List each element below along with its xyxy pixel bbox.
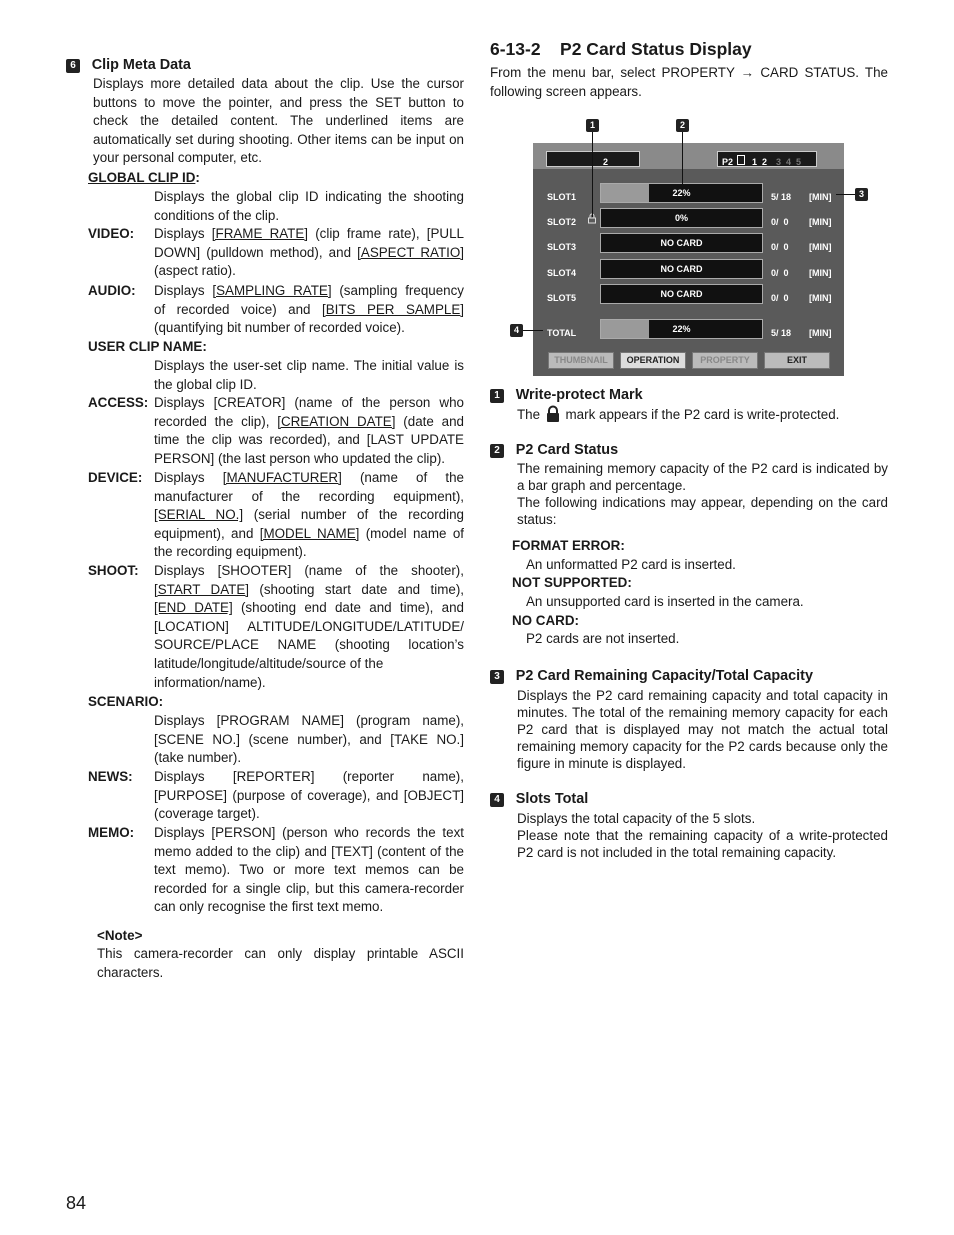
total-name: TOTAL xyxy=(547,328,577,338)
global-clip-id-text: Displays the global clip ID indicating the shooting conditions of the clip. xyxy=(154,189,464,223)
operation-button[interactable]: OPERATION xyxy=(620,352,686,369)
item-3-text: Displays the P2 card remaining capacity and total capacity in minutes. The total of the remaining memory capacity for each P2 card that is displayed may not match the actual total remaining memory capacity for the P2 cards because only the figure in minute is displayed. xyxy=(517,688,888,771)
exit-button[interactable]: EXIT xyxy=(764,352,830,369)
property-button[interactable]: PROPERTY xyxy=(692,352,758,369)
item-3-heading xyxy=(490,667,813,686)
callout-1-line xyxy=(592,132,593,217)
item-2-title: P2 Card Status xyxy=(515,442,619,458)
access-label: ACCESS: xyxy=(88,395,149,410)
news-label: NEWS: xyxy=(88,769,133,784)
slot-1-unit: [MIN] xyxy=(809,192,832,202)
slot-4-bar xyxy=(600,259,763,279)
item-3-title: P2 Card Remaining Capacity/Total Capacity xyxy=(515,668,813,684)
memo-label: MEMO: xyxy=(88,825,135,840)
total-capacity: 5/ 18 xyxy=(771,328,792,338)
slot-3-unit: [MIN] xyxy=(809,242,832,252)
slot-2-name: SLOT2 xyxy=(547,217,577,227)
callout-1: 1 xyxy=(586,119,599,132)
slot-5-bar-text: NO CARD xyxy=(660,289,703,299)
slot-5-capacity: 0/ 0 xyxy=(771,293,789,303)
slot-5-name: SLOT5 xyxy=(547,293,577,303)
slot-5-bar xyxy=(600,284,763,304)
slot-2-unit: [MIN] xyxy=(809,217,832,227)
callout-4-line xyxy=(523,330,543,331)
slot-1-name: SLOT1 xyxy=(547,192,577,202)
status-not-supported-text: An unsupported card is inserted in the camera. xyxy=(526,594,804,609)
memo-text: Displays [PERSON] (person who records the text memo added to the clip) and [TEXT] (content of the text memo). Two or more text memos can be recorded for a single clip, but this camera-recorder can only recognise the first text memo. xyxy=(154,825,464,915)
video-text: Displays [FRAME RATE] (clip frame rate), [PULL DOWN] (pulldown method), and [ASPECT RATIO] (aspect ratio). xyxy=(154,226,465,279)
item-4-badge: 4 xyxy=(490,793,504,807)
screen-slot-indicator xyxy=(717,151,817,167)
shoot-label: SHOOT: xyxy=(88,563,139,578)
audio-text: Displays [SAMPLING RATE] (sampling frequency of recorded voice) and [BITS PER SAMPLE] (quantifying bit number of recorded voice). xyxy=(154,283,464,336)
user-clip-name-text: Displays the user-set clip name. The initial value is the global clip ID. xyxy=(154,358,464,392)
slot-3-name: SLOT3 xyxy=(547,242,577,252)
total-bar xyxy=(600,319,763,339)
screen-inactive-slots: 3 4 5 xyxy=(776,157,802,167)
note-title: <Note> xyxy=(97,928,143,943)
status-no-card-text: P2 cards are not inserted. xyxy=(526,631,680,646)
video-label: VIDEO: xyxy=(88,226,135,241)
slot-3-bar xyxy=(600,233,763,253)
section-title: Clip Meta Data xyxy=(91,57,191,73)
slot-5-unit: [MIN] xyxy=(809,293,832,303)
screen-p2-label: P2 xyxy=(722,157,734,167)
clip-meta-intro: Displays more detailed data about the clip. Use the cursor buttons to move the pointer, and press the SET button to check the detailed content. The underlined items are automatically set during shooting. Other items can be input on your personal computer, etc. xyxy=(93,76,464,166)
page-number: 84 xyxy=(66,1193,87,1213)
thumbnail-button[interactable]: THUMBNAIL xyxy=(548,352,614,369)
screen-header-field-text: 2 xyxy=(603,157,609,167)
screen-active-slots: 1 2 xyxy=(752,157,768,167)
item-3-badge: 3 xyxy=(490,670,504,684)
scenario-label: SCENARIO: xyxy=(88,694,164,709)
user-clip-name-label: USER CLIP NAME: xyxy=(88,339,207,354)
item-4-text2: Please note that the remaining capacity of a write-protected P2 card is not included in the total remaining capacity. xyxy=(517,828,888,860)
item-1-title: Write-protect Mark xyxy=(515,387,643,403)
callout-4: 4 xyxy=(510,324,523,337)
slot-3-bar-text: NO CARD xyxy=(660,238,703,248)
lock-icon xyxy=(544,405,562,429)
item-4-title: Slots Total xyxy=(515,791,589,807)
slot-4-bar-text: NO CARD xyxy=(660,264,703,274)
slot-2-capacity: 0/ 0 xyxy=(771,217,789,227)
device-text: Displays [MANUFACTURER] (name of the manufacturer of the recording equipment), [SERIAL NO.] (serial number of the recording equipment), and [MODEL NAME] (model name of the recording equipment). xyxy=(154,470,464,560)
screen-card-icon xyxy=(737,155,745,165)
device-label: DEVICE: xyxy=(88,470,143,485)
card-status-screen xyxy=(533,143,844,376)
slot-4-unit: [MIN] xyxy=(809,268,832,278)
item-1-heading xyxy=(490,386,643,405)
slot-3-capacity: 0/ 0 xyxy=(771,242,789,252)
item-4-text: Displays the total capacity of the 5 slots. xyxy=(517,811,756,826)
item-2-text: The remaining memory capacity of the P2 card is indicated by a bar graph and percentage. xyxy=(517,461,888,493)
item-1-text: The mark appears if the P2 card is write-protected. xyxy=(517,405,888,429)
item-4-heading xyxy=(490,790,588,809)
item-2-badge: 2 xyxy=(490,444,504,458)
slot-4-name: SLOT4 xyxy=(547,268,577,278)
slot-2-bar xyxy=(600,208,763,228)
right-intro: From the menu bar, select PROPERTY → CARD STATUS. The following screen appears. xyxy=(490,65,888,99)
news-text: Displays [REPORTER] (reporter name), [PURPOSE] (purpose of coverage), and [OBJECT] (coverage target). xyxy=(154,769,464,822)
item-2-heading xyxy=(490,441,618,460)
slot-2-bar-text: 0% xyxy=(674,213,688,223)
slot-1-bar xyxy=(600,183,763,203)
clip-meta-heading xyxy=(66,56,464,75)
status-format-error-text: An unformatted P2 card is inserted. xyxy=(526,557,736,572)
scenario-text: Displays [PROGRAM NAME] (program name), [SCENE NO.] (scene number), and [TAKE NO.] (take number). xyxy=(154,713,464,766)
callout-2-line xyxy=(682,132,683,185)
section-badge: 6 xyxy=(66,59,80,73)
screen-header-field xyxy=(546,151,640,167)
shoot-text: Displays [SHOOTER] (name of the shooter), [START DATE] (shooting start date and time), [END DATE] (shooting end date and time), and [LOCATION] ALTITUDE/LONGITUDE/LATITUDE/ SOURCE/PLACE NAME (shooting location’s latitude/longitude/altitude/source of the information/name). xyxy=(154,563,464,690)
status-not-supported-label: NOT SUPPORTED: xyxy=(512,575,632,590)
total-unit: [MIN] xyxy=(809,328,832,338)
slot-1-capacity: 5/ 18 xyxy=(771,192,792,202)
total-bar-text: 22% xyxy=(672,324,691,334)
callout-3-line xyxy=(836,194,855,195)
callout-2: 2 xyxy=(676,119,689,132)
callout-3: 3 xyxy=(855,188,868,201)
status-format-error-label: FORMAT ERROR: xyxy=(512,538,625,553)
status-no-card-label: NO CARD: xyxy=(512,613,579,628)
slot-1-bar-text: 22% xyxy=(672,188,691,198)
slot-4-capacity: 0/ 0 xyxy=(771,268,789,278)
audio-label: AUDIO: xyxy=(88,283,136,298)
access-text: Displays [CREATOR] (name of the person who recorded the clip), [CREATION DATE] (date and time the clip was recorded), and [LAST UPDATE PERSON] (the last person who updated the clip). xyxy=(154,395,464,466)
item-1-badge: 1 xyxy=(490,389,504,403)
page-section-title: 6-13-2 P2 Card Status Display xyxy=(490,39,752,59)
note-text: This camera-recorder can only display printable ASCII characters. xyxy=(97,946,464,980)
item-2-text2: The following indications may appear, depending on the card status: xyxy=(517,495,888,527)
global-clip-id-label: GLOBAL CLIP ID: xyxy=(88,170,200,185)
